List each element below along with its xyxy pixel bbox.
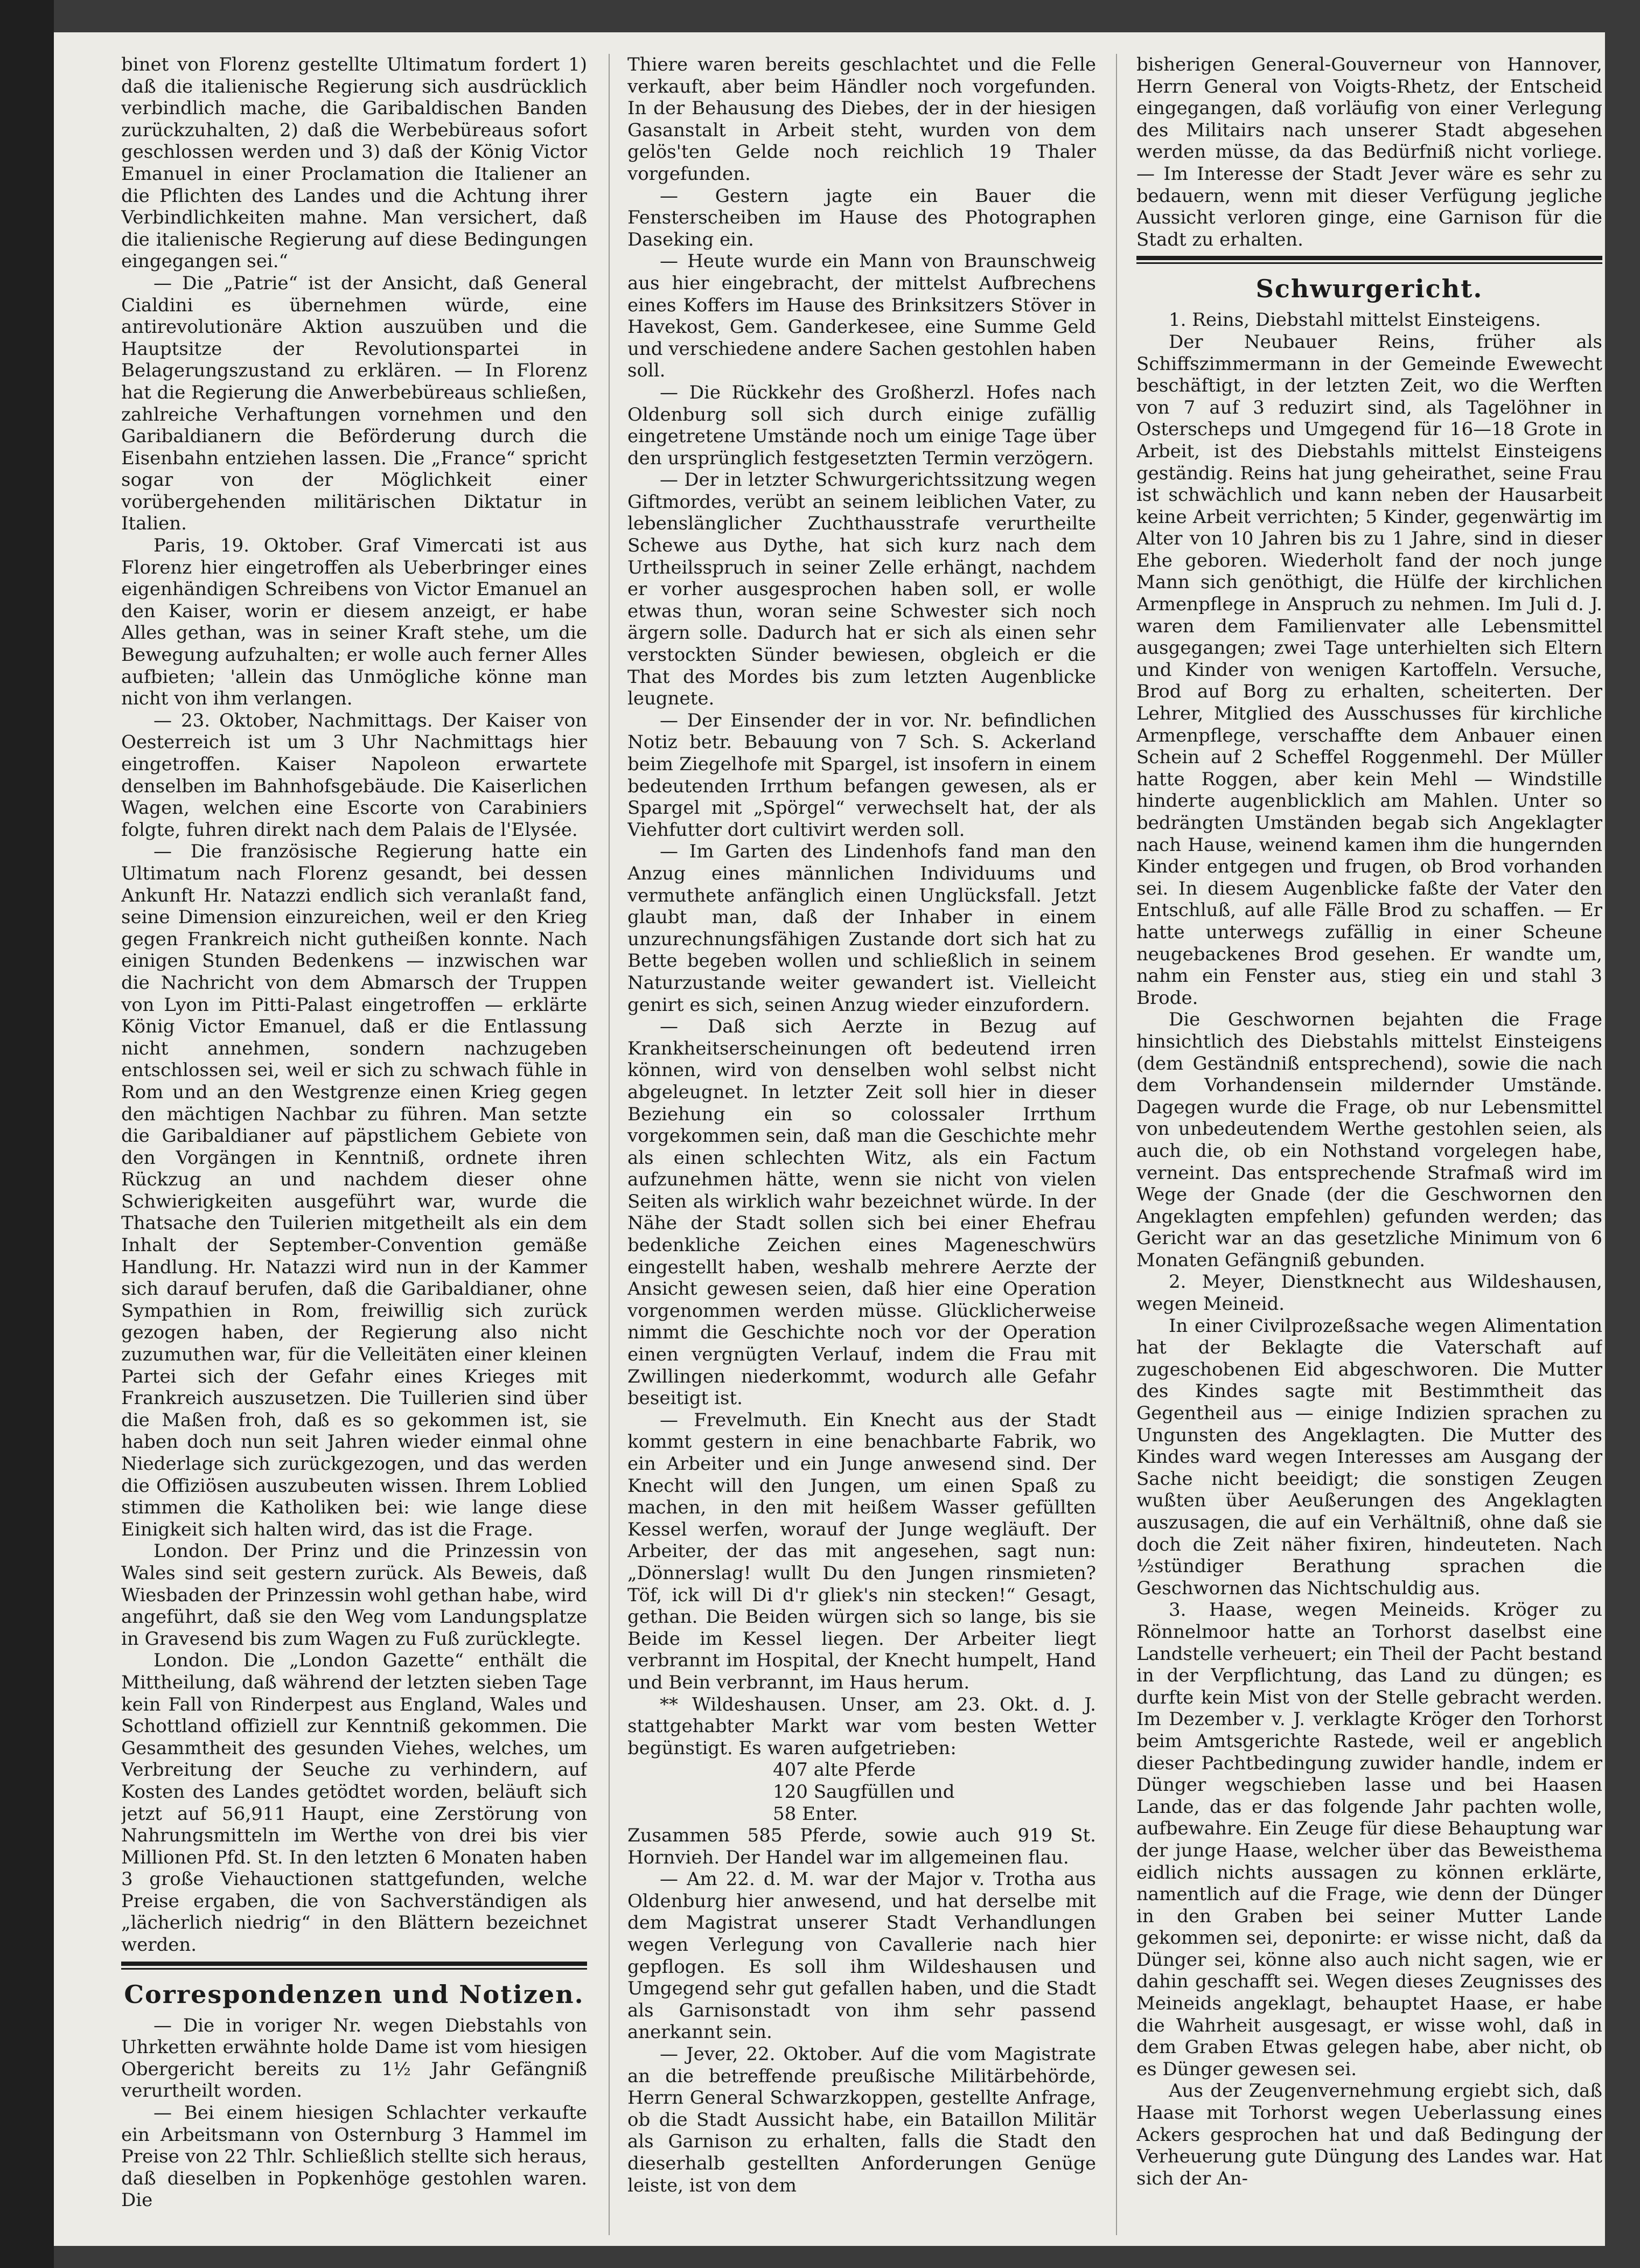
column-middle: [627, 54, 1096, 2230]
section-divider: [121, 1968, 587, 1970]
paragraph: — Daß sich Aerzte in Bezug auf Krankheitserscheinungen oft bedeutend irren können, wird von denselben wohl selbst nicht abgeleugnet. In letzter Zeit soll hier in dieser Beziehung ein so colossaler Irrthum vorgekommen sein, daß man die Geschichte mehr als einen schlechten Witz, als ein Factum aufzunehmen hätte, wenn sie nicht von vielen Seiten als wirklich wahr bezeichnet würde. In der Nähe der Stadt sollen sich bei einer Ehefrau bedenkliche Zeichen eines Mageneschwürs eingestellt haben, weshalb mehrere Aerzte der Ansicht gewesen seien, daß hier eine Operation vorgenommen werden müsse. Glücklicherweise nimmt die Geschichte noch vor der Operation einen vergnügten Verlauf, indem die Frau mit Zwillingen niederkommt, wodurch alle Gefahr beseitigt ist.: [627, 1016, 1096, 1409]
paragraph: bisherigen General-Gouverneur von Hannover, Herrn General von Voigts-Rhetz, der Entscheid eingegangen, daß vorläufig von einer Verlegung des Militairs nach unserer Stadt abgesehen werden müsse, da das Bedürfniß nicht vorliege. — Im Interesse der Stadt Jever wäre es sehr zu bedauern, wenn mit dieser Verfügung jegliche Aussicht verloren ginge, eine Garnison für die Stadt zu erhalten.: [1136, 54, 1602, 250]
paragraph: — Heute wurde ein Mann von Braunschweig aus hier eingebracht, der mittelst Aufbrechens eines Koffers im Hause des Brinksitzers Stöver in Havekost, Gem. Ganderkesee, eine Summe Geld und verschiedene andere Sachen gestohlen haben soll.: [627, 250, 1096, 382]
paragraph: — Frevelmuth. Ein Knecht aus der Stadt kommt gestern in eine benachbarte Fabrik, wo ein Arbeiter und ein Junge anwesend sind. Der Knecht will den Jungen, um einen Spaß zu machen, in den mit heißem Wasser gefüllten Kessel werfen, worauf der Junge wegläuft. Der Arbeiter, der das mit angesehen, sagt nun: „Dönnerslag! wullt Du den Jungen rinsmieten? Töf, ick will Di d'r gliek's nin stecken!“ Gesagt, gethan. Die Beiden würgen sich so lange, bis sie Beide im Kessel liegen. Der Arbeiter liegt verbrannt im Hospital, der Knecht humpelt, Hand und Bein verbrannt, im Haus herum.: [627, 1409, 1096, 1693]
case-heading: 1. Reins, Diebstahl mittelst Einsteigens.: [1169, 309, 1541, 331]
paragraph: 3. Haase, wegen Meineids. Kröger zu Rönnelmoor hatte an Torhorst daselbst eine Landstelle verheuert; ein Theil der Pacht bestand in der Verpflichtung, das Land zu düngen; es durfte kein Mist von der Stelle gebracht werden. Im Dezember v. J. verklagte Kröger den Torhorst beim Amtsgerichte Rastede, weil er angeblich dieser Pachtbedingung zuwider handle, indem er Dünger wegschieben lasse und bei Haasen Lande, das er das folgende Jahr pachten wolle, aufbewahre. Ein Zeuge für diese Behauptung war der junge Haase, welcher über das Beweisthema eidlich nichts aussagen zu können erklärte, namentlich auf die Frage, wie denn der Dünger in den Graben bei seiner Mutter Lande gekommen sei, deponirte: er wisse nicht, daß da Dünger sei, könne also auch nicht sagen, wie er dahin geschafft sei. Wegen dieses Zeugnisses des Meineids angeklagt, behauptet Haase, er habe die Wahrheit ausgesagt, er wisse wohl, daß in dem Graben Etwas gelegen habe, aber nicht, ob es Dünger gewesen sei.: [1136, 1599, 1602, 2080]
paragraph: — Die französische Regierung hatte ein Ultimatum nach Florenz gesandt, bei dessen Ankunft Hr. Natazzi endlich sich veranlaßt fand, seine Dimension einzureichen, weil er den Krieg gegen Frankreich nicht gutheißen konnte. Nach einigen Stunden Bedenkens — inzwischen war die Nachricht von dem Abmarsch der Truppen von Lyon im Pitti-Palast eingetroffen — erklärte König Victor Emanuel, daß er die Entlassung nicht annehmen, sondern nachzugeben entschlossen sei, weil er sich zu schwach fühle in Rom und an den Westgrenze einen Krieg gegen den mächtigen Nachbar zu führen. Man setzte die Garibaldianer auf päpstlichem Gebiete von den Vorgängen in Kenntniß, ordnete ihren Rückzug an und nachdem dieser ohne Schwierigkeiten ausgeführt war, wurde die Thatsache den Tuilerien mitgetheilt als ein dem Inhalt der September-Convention gemäße Handlung. Hr. Natazzi wird nun in der Kammer sich darauf berufen, daß die Garibaldianer, ohne Sympathien in Rom, freiwillig sich zurück gezogen haben, der Regierung also nicht zuzumuthen war, für die Velleitäten einer kleinen Partei sich der Gefahr eines Krieges mit Frankreich auszusetzen. Die Tuillerien sind über die Maßen froh, daß es so gekommen ist, sie haben doch nun seit Jahren wieder einmal ohne Niederlage sich zurückgezogen, und das werden die Offiziösen auszubeuten wissen. Ihrem Loblied stimmen die Katholiken bei: wie lange diese Einigkeit sich halten wird, das ist die Frage.: [121, 841, 587, 1540]
paragraph: Paris, 19. Oktober. Graf Vimercati ist aus Florenz hier eingetroffen als Ueberbringer eines eigenhändigen Schreibens von Victor Emanuel an den Kaiser, worin er diesem anzeigt, er habe Alles gethan, was in seiner Kraft stehe, um die Bewegung aufzuhalten; er wolle auch ferner Alles aufbieten; 'allein das Unmögliche könne man nicht von ihm verlangen.: [121, 535, 587, 710]
paragraph: — Die Rückkehr des Großherzl. Hofes nach Oldenburg soll sich durch einige zufällig eingetretene Umstände noch um einige Tage über den ursprünglich festgesetzten Termin verzögern.: [627, 381, 1096, 469]
column-separator: [609, 54, 610, 2235]
paragraph: ** Wildeshausen. Unser, am 23. Okt. d. J. stattgehabter Markt war vom besten Wetter begünstigt. Es waren aufgetrieben:: [627, 1693, 1096, 1759]
market-list-item: 120 Saugfüllen und: [773, 1781, 955, 1803]
paragraph: — Im Garten des Lindenhofs fand man den Anzug eines männlichen Individuums und vermuthete anfänglich einen Unglücksfall. Jetzt glaubt man, daß der Inhaber in einem unzurechnungsfähigen Zustande dort sich hat zu Bette begeben wollen und schließlich in seinem Naturzustande weiter gewandert ist. Vielleicht genirt es sich, seinen Anzug wieder einzufordern.: [627, 841, 1096, 1016]
paragraph: Zusammen 585 Pferde, sowie auch 919 St. Hornvieh. Der Handel war im allgemeinen flau.: [627, 1825, 1096, 1868]
market-list-item: 407 alte Pferde: [773, 1759, 916, 1781]
paragraph: — Bei einem hiesigen Schlachter verkaufte ein Arbeitsmann von Osternburg 3 Hammel im Preise von 22 Thlr. Schließlich stellte sich heraus, daß dieselben in Popkenhöge gestohlen waren. Die: [121, 2102, 587, 2211]
newspaper-page: [54, 32, 1605, 2246]
case-heading: 2. Meyer, Dienstknecht aus Wildeshausen, wegen Meineid.: [1136, 1271, 1602, 1315]
section-title-correspondence: Correspondenzen und Notizen.: [124, 1979, 584, 2009]
paragraph: Die Geschwornen bejahten die Frage hinsichtlich des Diebstahls mittelst Einsteigens (dem Geständniß entsprechend), sowie die nach dem Vorhandensein mildernder Umstände. Dagegen wurde die Frage, ob nur Lebensmittel von unbedeutendem Werthe gestohlen seien, als auch die, ob ein Nothstand vorgelegen habe, verneint. Das entsprechende Strafmaß wird im Wege der Gnade (der die Geschwornen den Angeklagten empfehlen) gefunden werden; das Gericht war an das gesetzliche Minimum von 6 Monaten Gefängniß gebunden.: [1136, 1009, 1602, 1271]
paragraph: Aus der Zeugenvernehmung ergiebt sich, daß Haase mit Torhorst wegen Ueberlassung eines Ackers gesprochen hat und daß Bedingung der Verheuerung gute Düngung des Landes war. Hat sich der An-: [1136, 2080, 1602, 2189]
paragraph: — Die „Patrie“ ist der Ansicht, daß General Cialdini es übernehmen würde, eine antirevolutionäre Aktion auszuüben und die Hauptsitze der Revolutionspartei in Belagerungszustand zu erklären. — In Florenz hat die Regierung die Anwerbebüreaus schließen, zahlreiche Verhaftungen vornehmen und den Garibaldianern die Beförderung durch die Eisenbahn entziehen lassen. Die „France“ spricht sogar von der Möglichkeit einer vorübergehenden militärischen Diktatur in Italien.: [121, 272, 587, 535]
paragraph: — 23. Oktober, Nachmittags. Der Kaiser von Oesterreich ist um 3 Uhr Nachmittags hier eingetroffen. Kaiser Napoleon erwartete denselben im Bahnhofsgebäude. Die Kaiserlichen Wagen, welchen eine Escorte von Carabiniers folgte, fuhren direkt nach dem Palais de l'Elysée.: [121, 709, 587, 841]
paragraph: Der Neubauer Reins, früher als Schiffszimmermann in der Gemeinde Ewewecht beschäftigt, in der letzten Zeit, wo die Werften von 7 auf 3 reduzirt sind, als Tagelöhner in Osterscheps und Umgegend für 16—18 Grote in Arbeit, ist des Diebstahls mittelst Einsteigens geständig. Reins hat jung geheirathet, seine Frau ist schwächlich und kann neben der Hausarbeit keine Arbeit verrichten; 5 Kinder, gegenwärtig im Alter von 10 Jahren bis zu 1 Jahre, sind in dieser Ehe geboren. Wiederholt fand der noch junge Mann sich genöthigt, die Hülfe der kirchlichen Armenpflege in Anspruch zu nehmen. Im Juli d. J. waren dem Familienvater alle Lebensmittel ausgegangen; zwei Tage unterhielten sich Eltern und Kinder von wenigen Kartoffeln. Versuche, Brod auf Borg zu erhalten, scheiterten. Der Lehrer, Mitglied des Ausschusses für kirchliche Armenpflege, verschaffte dem Anbauer einen Schein auf 2 Scheffel Roggenmehl. Der Müller hatte Roggen, aber kein Mehl — Windstille hinderte augenblicklich am Mahlen. Unter so bedrängten Umständen begab sich Angeklagter nach Hause, weinend kamen ihm die hungernden Kinder entgegen und frugen, ob Brod vorhanden sei. In diesem Augenblicke faßte der Vater den Entschluß, auf alle Fälle Brod zu schaffen. — Er hatte unterwegs zufällig in einer Scheune neugebackenes Brod gesehen. Er wandte um, nahm ein Fenster aus, stieg ein und stahl 3 Brode.: [1136, 331, 1602, 1009]
column-separator: [1116, 54, 1117, 2235]
paragraph: — Die in voriger Nr. wegen Diebstahls von Uhrketten erwähnte holde Dame ist vom hiesigen Obergericht bereits zu 1½ Jahr Gefängniß verurtheilt worden.: [121, 2014, 587, 2102]
paragraph: binet von Florenz gestellte Ultimatum fordert 1) daß die italienische Regierung sich ausdrücklich verbindlich mache, die Garibaldischen Banden zurückzuhalten, 2) daß die Werbebüreaus sofort geschlossen werden und 3) daß der König Victor Emanuel in einer Proclamation die Italiener an die Pflichten des Landes und die Achtung ihrer Verbindlichkeiten mahne. Man versichert, daß die italienische Regierung auf diese Bedingungen eingegangen sei.“: [121, 54, 587, 273]
paragraph: London. Die „London Gazette“ enthält die Mittheilung, daß während der letzten sieben Tage kein Fall von Rinderpest aus England, Wales und Schottland offiziell zur Kenntniß gekommen. Die Gesammtheit des gesunden Viehes, welches, um Verbreitung der Seuche zu verhindern, auf Kosten des Landes getödtet worden, beläuft sich jetzt auf 56,911 Haupt, eine Zerstörung von Nahrungsmitteln im Werthe von drei bis vier Millionen Pfd. St. In den letzten 6 Monaten haben 3 große Viehauctionen stattgefunden, welche Preise ergaben, die von Sachverständigen als „lächerlich niedrig“ in den Blättern bezeichnet werden.: [121, 1650, 587, 1956]
paragraph: — Gestern jagte ein Bauer die Fensterscheiben im Hause des Photographen Daseking ein.: [627, 185, 1096, 250]
section-divider: [1136, 256, 1602, 260]
paragraph: — Der Einsender der in vor. Nr. befindlichen Notiz betr. Bebauung von 7 Sch. S. Ackerland beim Ziegelhofe mit Spargel, ist insofern in einem bedeutenden Irrthum befangen gewesen, als er Spargel mit „Spörgel“ verwechselt hat, der als Viehfutter dort cultivirt werden soll.: [627, 709, 1096, 841]
column-right: [1136, 54, 1602, 2230]
paragraph: Thiere waren bereits geschlachtet und die Felle verkauft, aber beim Händler noch vorgefunden. In der Behausung des Diebes, der in der hiesigen Gasanstalt in Arbeit steht, wurden von dem gelös'ten Gelde noch reichlich 19 Thaler vorgefunden.: [627, 54, 1096, 185]
section-divider: [1136, 262, 1602, 264]
paragraph: — Der in letzter Schwurgerichtssitzung wegen Giftmordes, verübt an seinem leiblichen Vater, zu lebenslänglicher Zuchthausstrafe verurtheilte Schewe aus Dythe, hat sich kurz nach dem Urtheilsspruch in seiner Zelle erhängt, nachdem er vorher ausgesprochen haben soll, er wolle etwas thun, woran seine Schwester sich noch ärgern solle. Dadurch hat er sich als einen sehr verstockten Sünder bewiesen, obgleich er die That des Mordes bis zum letzten Augenblicke leugnete.: [627, 469, 1096, 710]
paragraph: — Jever, 22. Oktober. Auf die vom Magistrate an die betreffende preußische Militärbehörde, Herrn General Schwarzkoppen, gestellte Anfrage, ob die Stadt Aussicht habe, ein Bataillon Militär als Garnison zu erhalten, falls die Stadt den dieserhalb gestellten Anforderungen Genüge leiste, ist von dem: [627, 2043, 1096, 2196]
paragraph: London. Der Prinz und die Prinzessin von Wales sind seit gestern zurück. Als Beweis, daß Wiesbaden der Prinzessin wohl gethan habe, wird angeführt, daß sie den Weg vom Landungsplatze in Gravesend bis zum Wagen zu Fuß zurücklegte.: [121, 1540, 587, 1650]
section-title-court: Schwurgericht.: [1255, 274, 1483, 304]
section-divider: [121, 1962, 587, 1966]
market-list-item: 58 Enter.: [773, 1803, 858, 1825]
scan-border: [0, 0, 54, 2268]
paragraph: In einer Civilprozeßsache wegen Alimentation hat der Beklagte die Vaterschaft auf zugeschobenen Eid abgeschworen. Die Mutter des Kindes sagte mit Bestimmtheit das Gegentheil aus — einige Indizien sprachen zu Ungunsten des Angeklagten. Die Mutter des Kindes ward wegen Interesses am Ausgang der Sache nicht beeidigt; die sonstigen Zeugen wußten über Aeußerungen des Angeklagten auszusagen, die auf ein Verhältniß, ohne daß sie doch die Zeit näher fixiren, hindeuteten. Nach ½stündiger Berathung sprachen die Geschwornen das Nichtschuldig aus.: [1136, 1315, 1602, 1599]
column-left: [121, 54, 587, 2230]
paragraph: — Am 22. d. M. war der Major v. Trotha aus Oldenburg hier anwesend, und hat derselbe mit dem Magistrat unserer Stadt Verhandlungen wegen Verlegung von Cavallerie nach hier gepflogen. Es soll ihm Wildeshausen und Umgegend sehr gut gefallen haben, und die Stadt als Garnisonstadt von ihm sehr passend anerkannt sein.: [627, 1868, 1096, 2043]
